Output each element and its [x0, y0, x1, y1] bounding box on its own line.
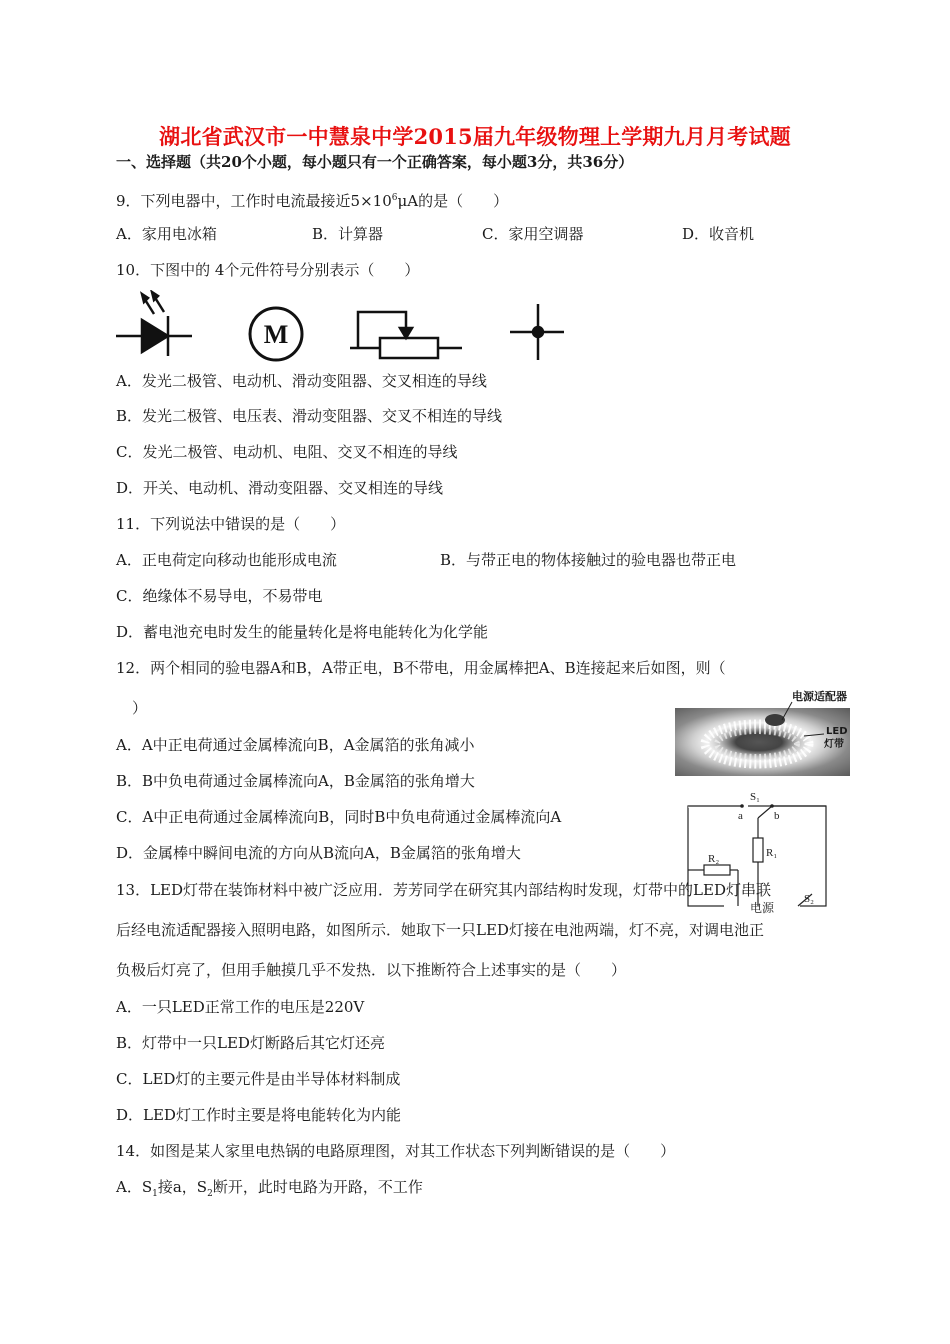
- question-13-line-1: 13．LED灯带在装饰材料中被广泛应用．芳芳同学在研究其内部结构时发现，灯带中的LED灯串联: [116, 881, 771, 899]
- led-label-2: 灯带: [824, 739, 844, 750]
- q11-option-c: C．绝缘体不易导电，不易带电: [116, 587, 323, 605]
- q9-option-d: D．收音机: [682, 225, 755, 243]
- svg-text:a: a: [738, 810, 743, 822]
- q13-option-d: D．LED灯工作时主要是将电能转化为内能: [116, 1106, 401, 1124]
- q11-option-a: A．正电荷定向移动也能形成电流: [116, 551, 337, 569]
- q12-option-d: D．金属棒中瞬间电流的方向从B流向A，B金属箔的张角增大: [116, 844, 521, 862]
- question-12-stem-end: ）: [132, 699, 148, 717]
- led-diode-icon: [116, 292, 192, 356]
- q13-option-b: B．灯带中一只LED灯断路后其它灯还亮: [116, 1034, 385, 1052]
- section-header: 一、选择题（共20个小题，每小题只有一个正确答案，每小题3分，共36分）: [116, 153, 634, 171]
- q10-option-a: A．发光二极管、电动机、滑动变阻器、交叉相连的导线: [116, 372, 487, 390]
- svg-text:S₁: S₁: [750, 791, 760, 803]
- svg-text:S₂: S₂: [804, 893, 814, 905]
- q10-option-b: B．发光二极管、电压表、滑动变阻器、交叉不相连的导线: [116, 407, 503, 425]
- q10-option-d: D．开关、电动机、滑动变阻器、交叉相连的导线: [116, 479, 444, 497]
- svg-text:R₁: R₁: [766, 847, 778, 859]
- question-13-line-3: 负极后灯亮了，但用手触摸几乎不发热．以下推断符合上述事实的是（ ）: [116, 961, 627, 979]
- q14-option-a: A．$S_1$接a，$S_2$断开，此时电路为开路，不工作: [116, 1178, 423, 1199]
- q9-option-a: A．家用电冰箱: [116, 225, 217, 243]
- led-label-1: LED: [826, 726, 848, 737]
- rheostat-icon: [350, 312, 462, 358]
- q11-option-d: D．蓄电池充电时发生的能量转化是将电能转化为化学能: [116, 623, 489, 641]
- q13-option-a: A．一只LED正常工作的电压是220V: [116, 998, 365, 1016]
- question-11-stem: 11．下列说法中错误的是（ ）: [116, 515, 346, 533]
- page-title: 湖北省武汉市一中慧泉中学2015届九年级物理上学期九月月考试题: [159, 124, 791, 149]
- q12-option-c: C．A中正电荷通过金属棒流向B，同时B中负电荷通过金属棒流向A: [116, 808, 562, 826]
- svg-text:M: M: [263, 320, 289, 349]
- question-14-stem: 14．如图是某人家里电热锅的电路原理图，对其工作状态下列判断错误的是（ ）: [116, 1142, 676, 1160]
- photo-callout-lines: [760, 690, 850, 750]
- question-12-stem: 12．两个相同的验电器A和B，A带正电，B不带电，用金属棒把A、B连接起来后如图，则（: [116, 659, 726, 677]
- q13-option-c: C．LED灯的主要元件是由半导体材料制成: [116, 1070, 401, 1088]
- q10-option-c: C．发光二极管、电动机、电阻、交叉不相连的导线: [116, 443, 458, 461]
- motor-icon: [250, 308, 302, 360]
- q12-option-a: A．A中正电荷通过金属棒流向B，A金属箔的张角减小: [116, 736, 475, 754]
- q9-option-b: B．计算器: [312, 225, 384, 243]
- question-10-stem: 10．下图中的 4个元件符号分别表示（ ）: [116, 261, 420, 279]
- question-13-line-2: 后经电流适配器接入照明电路，如图所示．她取下一只LED灯接在电池两端，灯不亮，对调电池正: [116, 921, 764, 939]
- q12-option-b: B．B中负电荷通过金属棒流向A，B金属箔的张角增大: [116, 772, 475, 790]
- component-symbols-figure: [110, 290, 580, 365]
- svg-text:b: b: [774, 810, 780, 822]
- svg-text:电源: 电源: [750, 901, 775, 915]
- question-9-stem: 9．下列电器中，工作时电流最接近$5\times 10^6\mu A$的是（ ）: [116, 192, 509, 210]
- svg-text:R₂: R₂: [708, 853, 720, 865]
- connected-wires-icon: [510, 304, 564, 360]
- adapter-label: 电源适配器: [792, 690, 847, 703]
- q11-option-b: B．与带正电的物体接触过的验电器也带正电: [440, 551, 737, 569]
- q9-option-c: C．家用空调器: [482, 225, 584, 243]
